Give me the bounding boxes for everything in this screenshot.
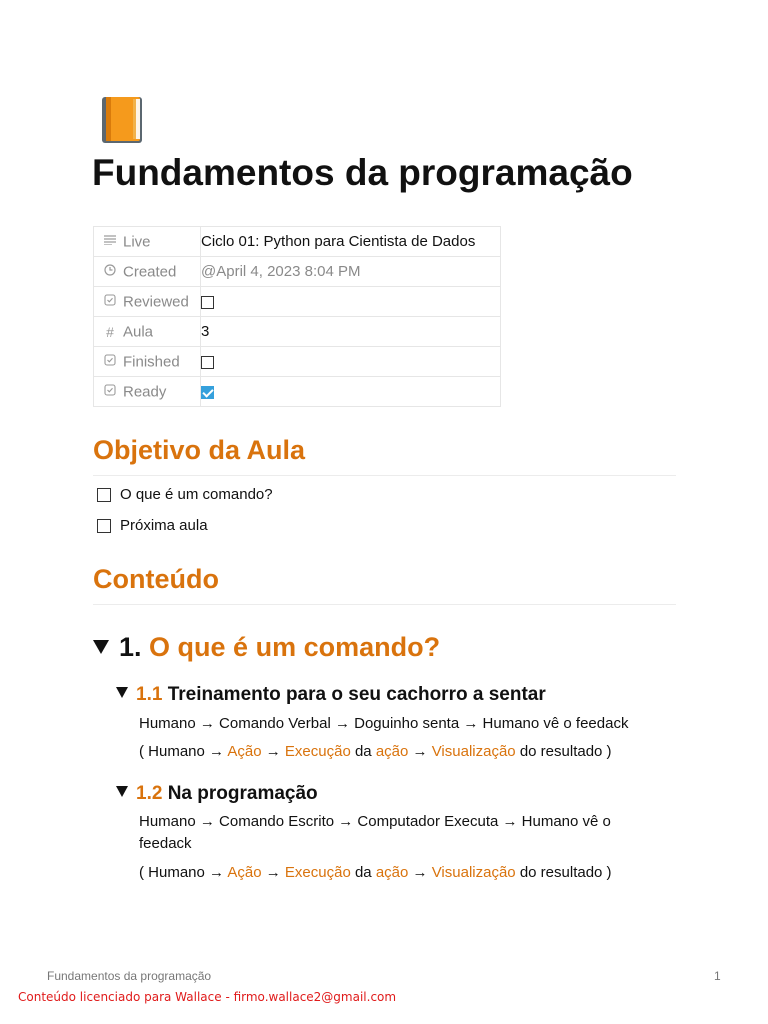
toggle-heading-1-1[interactable] bbox=[116, 684, 546, 706]
property-name: Aula bbox=[123, 323, 154, 341]
objetivo-heading: Objetivo da Aula bbox=[93, 435, 306, 465]
orange-book-icon bbox=[100, 96, 144, 144]
subsection-title: Na programação bbox=[167, 783, 318, 804]
todo-label: Próxima aula bbox=[120, 517, 208, 534]
todo-checkbox[interactable] bbox=[97, 488, 111, 502]
property-row-reviewed bbox=[94, 287, 501, 317]
ready-checkbox[interactable] bbox=[201, 386, 214, 399]
checkbox-property-icon bbox=[103, 294, 117, 309]
property-row-finished bbox=[94, 347, 501, 377]
toggle-heading-section-1[interactable] bbox=[93, 632, 440, 663]
property-row-live bbox=[94, 227, 501, 257]
divider bbox=[93, 475, 676, 476]
property-value[interactable]: @April 4, 2023 8:04 PM bbox=[201, 257, 501, 287]
toggle-triangle-icon[interactable] bbox=[93, 640, 109, 654]
footer-title: Fundamentos da programação bbox=[47, 969, 212, 983]
section-number: 1. bbox=[119, 632, 142, 662]
hash-icon: # bbox=[106, 323, 114, 340]
subsection-title: Treinamento para o seu cachorro a sentar bbox=[167, 684, 546, 705]
paragraph: Humano → Comando Escrito → Computador Executa → Humano vê o feedack bbox=[139, 813, 611, 852]
property-name: Ready bbox=[123, 383, 167, 401]
toggle-heading-1-2[interactable] bbox=[116, 783, 318, 805]
property-value[interactable]: 3 bbox=[201, 317, 501, 347]
property-name: Live bbox=[123, 233, 151, 251]
section-title: O que é um comando? bbox=[149, 632, 441, 662]
property-row-created bbox=[94, 257, 501, 287]
property-value[interactable]: Ciclo 01: Python para Cientista de Dados bbox=[201, 227, 501, 257]
toggle-triangle-icon[interactable] bbox=[116, 687, 128, 698]
todo-item bbox=[97, 486, 273, 503]
reviewed-checkbox[interactable] bbox=[201, 296, 214, 309]
paragraph: ( Humano → Ação → Execução da ação → Visualização do resultado ) bbox=[139, 743, 612, 760]
text-lines-icon bbox=[103, 235, 117, 248]
toggle-triangle-icon[interactable] bbox=[116, 786, 128, 797]
page-title: Fundamentos da programação bbox=[92, 152, 633, 193]
page-number: 1 bbox=[714, 969, 721, 983]
todo-item bbox=[97, 517, 208, 534]
todo-checkbox[interactable] bbox=[97, 519, 111, 533]
divider bbox=[93, 604, 676, 605]
checkbox-property-icon bbox=[103, 384, 117, 399]
subsection-number: 1.1 bbox=[136, 684, 163, 705]
checkbox-property-icon bbox=[103, 354, 117, 369]
paragraph: Humano → Comando Verbal → Doguinho senta → Humano vê o feedack bbox=[139, 715, 629, 732]
properties-table bbox=[93, 226, 501, 407]
todo-label: O que é um comando? bbox=[120, 486, 273, 503]
property-row-ready bbox=[94, 377, 501, 407]
license-notice: Conteúdo licenciado para Wallace - firmo.wallace2@gmail.com bbox=[18, 990, 397, 1004]
property-name: Created bbox=[123, 263, 177, 281]
finished-checkbox[interactable] bbox=[201, 356, 214, 369]
paragraph: ( Humano → Ação → Execução da ação → Visualização do resultado ) bbox=[139, 864, 612, 881]
subsection-number: 1.2 bbox=[136, 783, 163, 804]
property-name: Finished bbox=[123, 353, 180, 371]
property-row-aula bbox=[94, 317, 501, 347]
conteudo-heading: Conteúdo bbox=[93, 564, 219, 594]
clock-icon bbox=[103, 264, 117, 279]
property-name: Reviewed bbox=[123, 293, 189, 311]
